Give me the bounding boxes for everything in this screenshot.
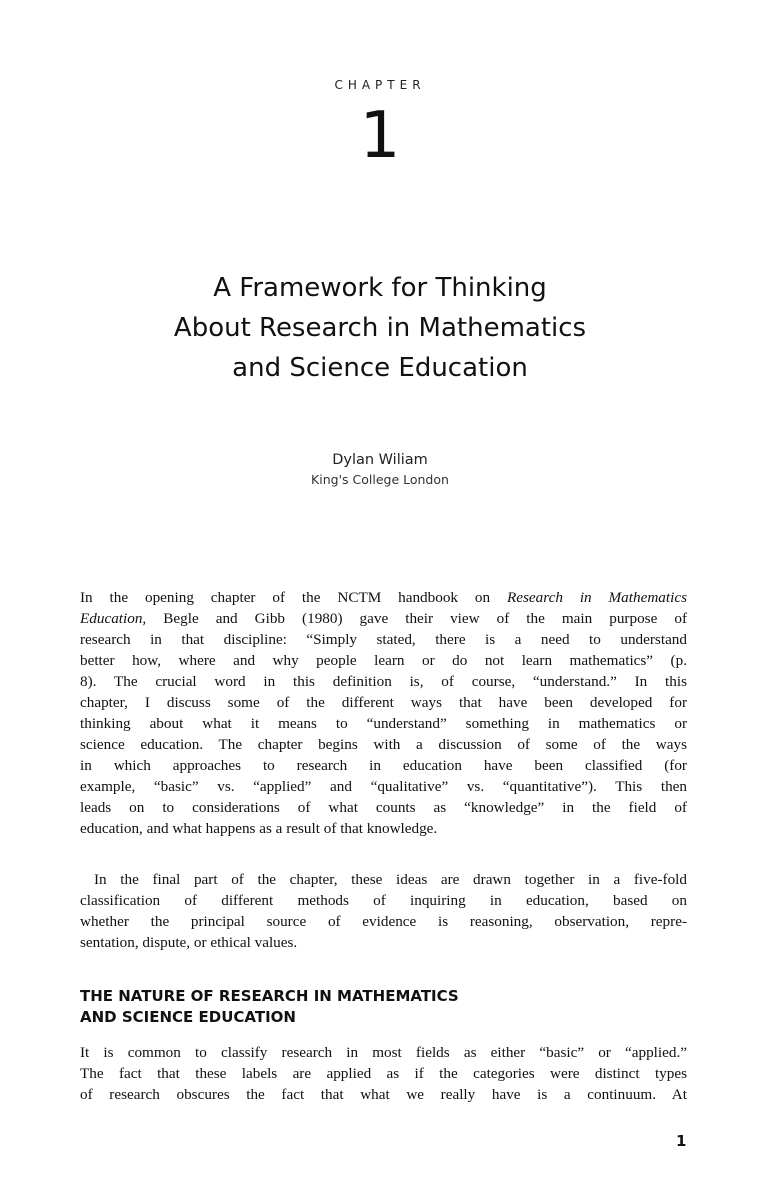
paragraph-line: thinking about what it means to “understand” something in mathematics or <box>80 715 687 732</box>
chapter-label: CHAPTER <box>334 78 426 92</box>
handbook-title-italic: Education, <box>80 610 147 627</box>
paragraph-line: classification of different methods of inquiring in education, based on <box>80 892 687 909</box>
paragraph-line: It is common to classify research in most fields as either “basic” or “applied.” <box>80 1044 687 1061</box>
paragraph-line: of research obscures the fact that what we really have is a continuum. At <box>80 1086 687 1103</box>
paragraph-line: chapter, I discuss some of the different ways that have been developed for <box>80 694 687 711</box>
paragraph-line: research in that discipline: “Simply stated, there is a need to understand <box>80 631 687 648</box>
section-heading-line: THE NATURE OF RESEARCH IN MATHEMATICS <box>80 987 459 1005</box>
paragraph-line: 8). The crucial word in this definition is, of course, “understand.” In this <box>80 673 687 690</box>
chapter-title-line: A Framework for Thinking <box>213 273 547 303</box>
paragraph-line: The fact that these labels are applied as if the categories were distinct types <box>80 1065 687 1082</box>
section-heading-line: AND SCIENCE EDUCATION <box>80 1008 296 1026</box>
intro-paragraph <box>80 587 687 839</box>
page-number: 1 <box>676 1132 687 1150</box>
paragraph-line: whether the principal source of evidence is reasoning, observation, repre- <box>80 913 687 930</box>
author-affiliation: King's College London <box>311 472 449 487</box>
paragraph-line: In the opening chapter of the NCTM handbook on Research in Mathematics <box>80 589 687 606</box>
handbook-title-italic: Research in Mathematics <box>507 589 687 606</box>
paragraph-line: better how, where and why people learn or do not learn mathematics” (p. <box>80 652 687 669</box>
chapter-title <box>0 268 760 388</box>
paragraph-line: in which approaches to research in education have been classified (for <box>80 757 687 774</box>
second-paragraph <box>80 869 687 953</box>
paragraph-line: science education. The chapter begins with a discussion of some of the ways <box>80 736 687 753</box>
section-paragraph <box>80 1042 687 1105</box>
paragraph-line: sentation, dispute, or ethical values. <box>80 934 298 951</box>
chapter-title-line: and Science Education <box>232 353 528 383</box>
paragraph-line: In the final part of the chapter, these ideas are drawn together in a five-fold <box>94 871 687 888</box>
author-name: Dylan Wiliam <box>332 452 428 468</box>
chapter-number: 1 <box>359 99 401 173</box>
paragraph-line: example, “basic” vs. “applied” and “qualitative” vs. “quantitative”). This then <box>80 778 687 795</box>
paragraph-line: Education, Begle and Gibb (1980) gave their view of the main purpose of <box>80 610 688 627</box>
chapter-title-line: About Research in Mathematics <box>173 313 587 343</box>
paragraph-line: leads on to considerations of what counts as “knowledge” in the field of <box>80 799 687 816</box>
section-heading <box>80 986 700 1028</box>
paragraph-line: education, and what happens as a result of that knowledge. <box>80 820 438 837</box>
